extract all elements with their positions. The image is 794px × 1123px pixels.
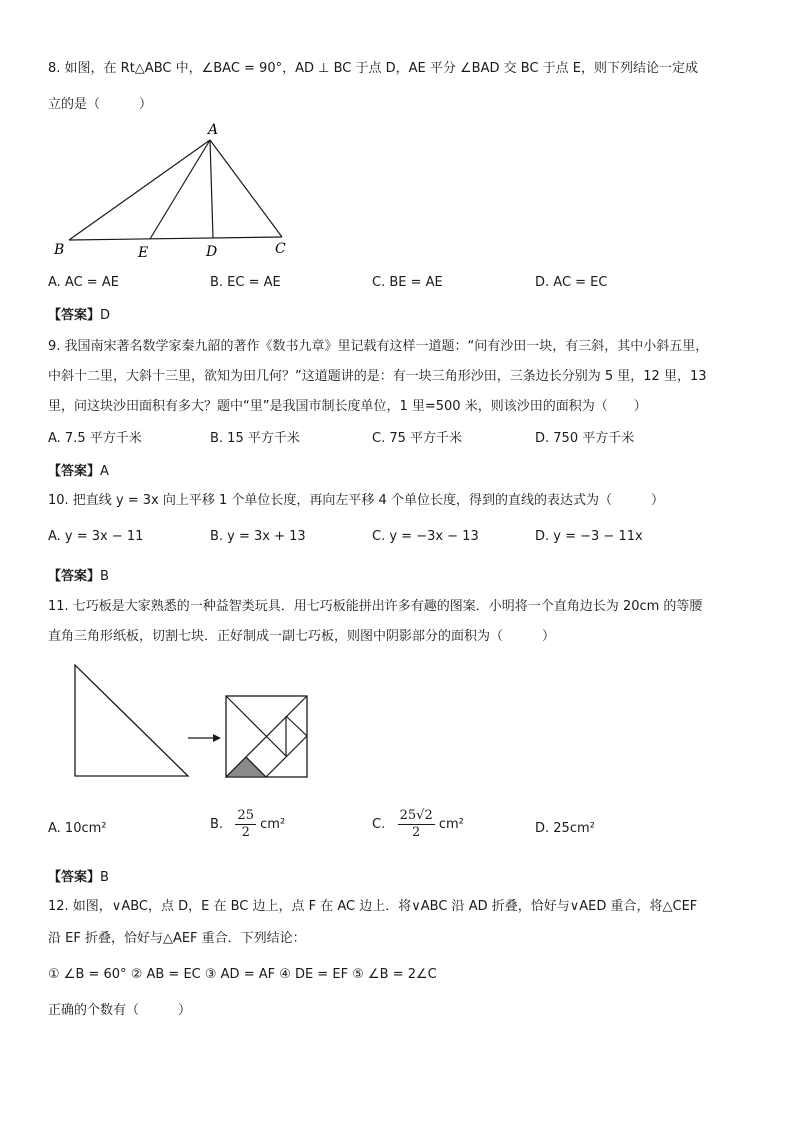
q10-option-b[interactable]: B. y = 3x + 13 xyxy=(210,529,306,544)
q11-stem-line1: 11. 七巧板是大家熟悉的一种益智类玩具．用七巧板能拼出许多有趣的图案．小明将一个直角边长为 20cm 的等腰 xyxy=(48,599,703,614)
q11-option-b-fraction xyxy=(235,808,256,841)
q8-side-ac xyxy=(210,140,282,237)
q11-option-d[interactable]: D. 25cm² xyxy=(535,821,595,836)
q8-triangle-figure xyxy=(50,120,300,260)
q8-label-b: B xyxy=(54,242,65,258)
q12-stem-line1: 12. 如图，∨ABC，点 D，E 在 BC 边上，点 F 在 AC 边上．将∨ABC 沿 AD 折叠，恰好与∨AED 重合，将△CEF xyxy=(48,899,698,914)
q10-option-d[interactable]: D. y = −3 − 11x xyxy=(535,529,643,544)
arrow-right-icon xyxy=(213,734,221,742)
q12-stem-line2: 沿 EF 折叠，恰好与△AEF 重合．下列结论： xyxy=(48,931,306,946)
q8-label-a: A xyxy=(208,122,219,138)
q11-option-c-prefix: C. xyxy=(372,817,386,832)
q9-stem-line2: 中斜十二里，大斜十三里，欲知为田几何？”这道题讲的是：有一块三角形沙田，三条边长分别为 5 里，12 里，13 xyxy=(48,369,707,384)
q11-answer-label: 【答案】 xyxy=(48,870,101,885)
q8-side-ab xyxy=(69,140,210,240)
q11-whole-triangle xyxy=(75,665,188,776)
q9-answer xyxy=(48,460,109,479)
q8-answer-label: 【答案】 xyxy=(48,308,101,323)
q8-segment-ae xyxy=(150,140,210,239)
q11-stem-line2: 直角三角形纸板，切割七块．正好制成一副七巧板，则图中阴影部分的面积为（ ） xyxy=(48,629,556,644)
q9-option-d[interactable]: D. 750 平方千米 xyxy=(535,431,635,446)
q11-tangram-figure xyxy=(70,660,320,785)
q9-answer-label: 【答案】 xyxy=(48,464,101,479)
q8-label-e: E xyxy=(138,245,149,261)
q11-option-c-unit: cm² xyxy=(438,817,464,832)
q11-option-c-numerator: 25√2 xyxy=(399,808,433,823)
q8-stem-line1: 8. 如图，在 Rt△ABC 中，∠BAC = 90°，AD ⊥ BC 于点 D，AE 平分 ∠BAD 交 BC 于点 E，则下列结论一定成 xyxy=(48,61,698,76)
q9-option-b[interactable]: B. 15 平方千米 xyxy=(210,431,300,446)
q8-answer-value: D xyxy=(100,308,111,323)
q12-prompt: 正确的个数有（ ） xyxy=(48,1003,192,1018)
q11-answer-value: B xyxy=(100,870,109,885)
q11-option-b-denominator: 2 xyxy=(241,825,250,840)
q10-answer-value: B xyxy=(100,569,109,584)
q10-option-c[interactable]: C. y = −3x − 13 xyxy=(372,529,479,544)
q11-option-c[interactable] xyxy=(372,808,464,841)
q11-option-b[interactable] xyxy=(210,808,285,841)
q10-answer xyxy=(48,565,109,584)
q8-option-a[interactable]: A. AC = AE xyxy=(48,275,119,290)
q8-option-d[interactable]: D. AC = EC xyxy=(535,275,608,290)
q11-option-a[interactable]: A. 10cm² xyxy=(48,821,107,836)
q8-option-c[interactable]: C. BE = AE xyxy=(372,275,443,290)
q8-stem-line2: 立的是（ ） xyxy=(48,97,153,112)
q11-option-b-numerator: 25 xyxy=(237,808,255,823)
q11-option-b-unit: cm² xyxy=(260,817,286,832)
q11-option-b-prefix: B. xyxy=(210,817,224,832)
q10-stem-line1: 10. 把直线 y = 3x 向上平移 1 个单位长度，再向左平移 4 个单位长度，得到的直线的表达式为（ ） xyxy=(48,493,664,508)
q11-option-c-fraction xyxy=(398,808,435,841)
q8-option-b[interactable]: B. EC = AE xyxy=(210,275,281,290)
q9-stem-line3: 里，问这块沙田面积有多大？题中“里”是我国市制长度单位，1 里=500 米，则该沙田的面积为（ ） xyxy=(48,399,647,414)
q8-side-bc xyxy=(69,237,282,240)
q8-label-c: C xyxy=(275,241,286,257)
q10-answer-label: 【答案】 xyxy=(48,569,101,584)
q11-answer xyxy=(48,866,109,885)
q9-answer-value: A xyxy=(100,464,109,479)
q11-option-c-denominator: 2 xyxy=(412,825,421,840)
q11-shaded-piece xyxy=(226,757,266,777)
q8-segment-ad xyxy=(210,140,213,238)
q9-stem-line1: 9. 我国南宋著名数学家秦九韶的著作《数书九章》里记载有这样一道题：“问有沙田一块，有三斜，其中小斜五里， xyxy=(48,339,709,354)
q9-option-a[interactable]: A. 7.5 平方千米 xyxy=(48,431,142,446)
q12-conclusions: ① ∠B = 60° ② AB = EC ③ AD = AF ④ DE = EF ⑤ ∠B = 2∠C xyxy=(48,967,437,982)
q8-answer xyxy=(48,304,110,323)
q8-label-d: D xyxy=(206,244,218,260)
q10-option-a[interactable]: A. y = 3x − 11 xyxy=(48,529,144,544)
q9-option-c[interactable]: C. 75 平方千米 xyxy=(372,431,463,446)
